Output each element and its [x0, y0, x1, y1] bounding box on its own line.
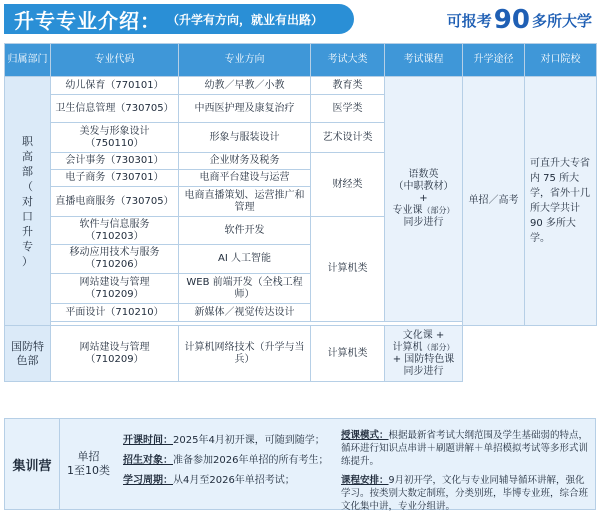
camp-type-line1: 单招 — [77, 450, 100, 463]
camp-type-line2: 1至10类 — [67, 464, 110, 477]
camp-title: 集训营 — [12, 458, 52, 474]
header-direction: 专业方向 — [179, 44, 311, 77]
camp-mode: 授课模式：根据最新省考试大纲范围及学生基础弱的特点，循环进行知识点串讲＋刷题讲解＋单招模拟考试等多形式训练提升。 — [341, 430, 589, 467]
dept-defense: 国防特色部 — [5, 326, 51, 382]
major-direction: 企业财务及税务 — [179, 153, 311, 170]
page-header — [0, 0, 600, 38]
camp-start: 开课时间：2025年4月初开课，可随到随学； — [123, 435, 325, 446]
camp-schedule — [123, 431, 331, 491]
major-direction: 软件开发 — [179, 217, 311, 245]
major-code: 会计事务（730301） — [51, 153, 179, 170]
exam-category: 艺术设计类 — [311, 123, 385, 153]
major-direction: 电商直播策划、运营推广和管理 — [179, 187, 311, 217]
major-direction: 计算机网络技术（升学与当兵） — [179, 326, 311, 382]
table-row — [5, 77, 597, 95]
camp-details — [341, 429, 593, 513]
admission-route: 单招／高考 — [463, 77, 525, 326]
header-colleges: 对口院校 — [525, 44, 597, 77]
university-count-prefix: 可报考 — [446, 12, 492, 30]
university-count — [447, 4, 592, 34]
major-code: 电子商务（730701） — [51, 170, 179, 187]
university-count-number: 90 — [493, 5, 530, 35]
exam-category: 医学类 — [311, 95, 385, 123]
major-direction: WEB 前端开发（全栈工程师） — [179, 274, 311, 304]
target-colleges: 可直升大专省内 75 所大学，省外十几所大学共计 90 多所大学。 — [525, 77, 597, 326]
header-courses: 考试课程 — [385, 44, 463, 77]
major-direction: 幼教／早教／小教 — [179, 77, 311, 95]
exam-courses-vocational: 语数英 （中职教材） + 专业课（部分） 同步进行 — [385, 77, 463, 322]
major-code: 移动应用技术与服务（710206） — [51, 245, 179, 274]
major-direction: AI 人工智能 — [179, 245, 311, 274]
camp-target: 招生对象：准备参加2026年单招的所有考生； — [123, 455, 329, 466]
exam-category: 计算机类 — [311, 326, 385, 382]
camp-type — [59, 419, 117, 509]
header-route: 升学途径 — [463, 44, 525, 77]
major-direction: 形象与服装设计 — [179, 123, 311, 153]
page-subtitle: （升学有方向，就业有出路） — [167, 12, 324, 27]
title-banner — [4, 4, 354, 34]
header-code: 专业代码 — [51, 44, 179, 77]
dept-vocational: 职 高 部 （ 对 口 升 专 ） — [5, 77, 51, 326]
exam-category: 计算机类 — [311, 217, 385, 322]
page-title: 升专专业介绍： — [14, 8, 161, 33]
training-camp-panel — [4, 418, 596, 510]
exam-courses-defense: 文化课 + 计算机（部分） + 国防特色课 同步进行 — [385, 326, 463, 382]
major-code: 直播电商服务（730705） — [51, 187, 179, 217]
major-code: 平面设计（710210） — [51, 304, 179, 322]
major-code: 卫生信息管理（730705） — [51, 95, 179, 123]
exam-category: 教育类 — [311, 77, 385, 95]
major-code: 网站建设与管理（710209） — [51, 326, 179, 382]
major-code: 美发与形象设计（750110） — [51, 123, 179, 153]
exam-category: 财经类 — [311, 153, 385, 217]
header-dept: 归属部门 — [5, 44, 51, 77]
major-code: 幼儿保育（770101） — [51, 77, 179, 95]
table-header-row — [5, 44, 597, 77]
university-count-suffix: 多所大学 — [531, 12, 592, 30]
major-direction: 中西医护理及康复治疗 — [179, 95, 311, 123]
major-direction: 电商平台建设与运营 — [179, 170, 311, 187]
header-category: 考试大类 — [311, 44, 385, 77]
major-table — [4, 43, 597, 382]
camp-plan: 课程安排：9月初开学，文化与专业同辅导循环讲解，强化学习。按类别大数定制班，分类别班，毕博专业班，综合班文化集中讲，专业分组讲。 — [341, 475, 589, 512]
major-direction: 新媒体／视觉传达设计 — [179, 304, 311, 322]
major-code: 网站建设与管理（710209） — [51, 274, 179, 304]
table-row-defense — [5, 326, 597, 382]
major-code: 软件与信息服务（710203） — [51, 217, 179, 245]
camp-period: 学习周期：从4月至2026年单招考试； — [123, 475, 295, 486]
